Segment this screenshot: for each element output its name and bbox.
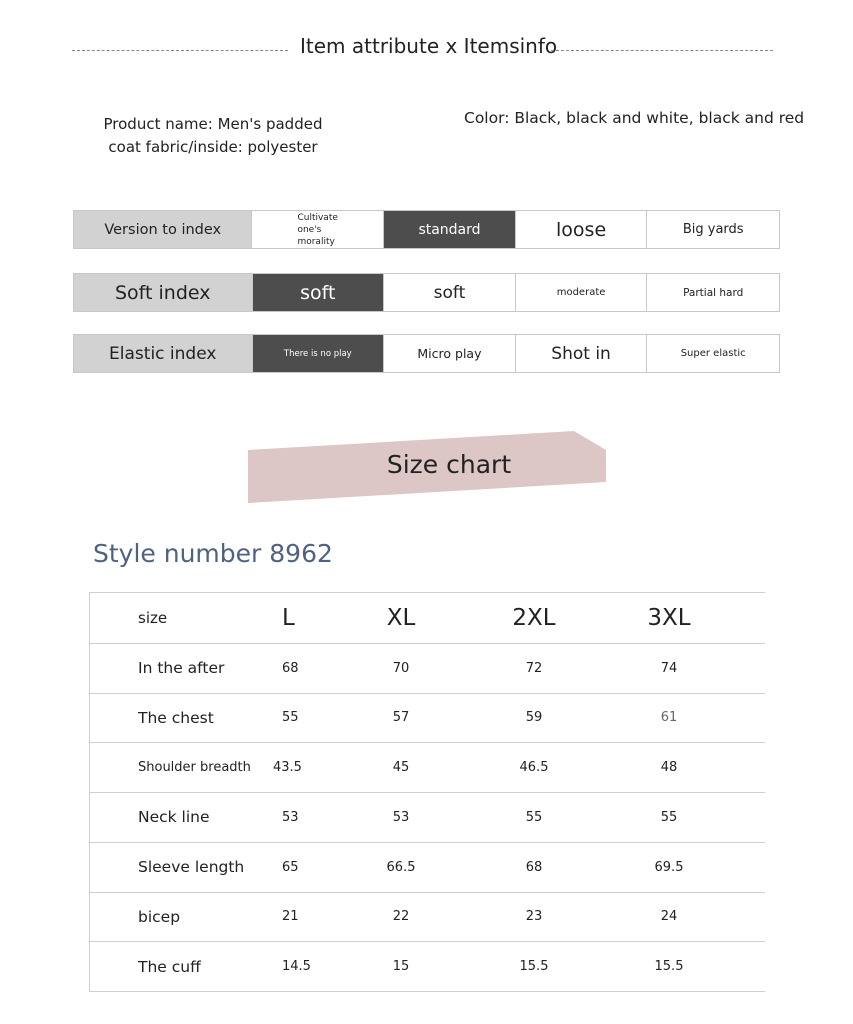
measurement-name: Sleeve length xyxy=(138,858,245,877)
index-option: moderate xyxy=(515,274,647,311)
header-divider-left xyxy=(72,50,288,51)
style-number: Style number 8962 xyxy=(93,539,333,568)
product-info xyxy=(100,113,326,159)
elastic-index-row xyxy=(73,334,780,373)
size-header: L xyxy=(282,604,295,631)
table-row xyxy=(90,643,765,693)
product-fabric: coat fabric/inside: polyester xyxy=(108,138,318,156)
table-cell: 14.5 xyxy=(282,959,311,975)
index-option: Super elastic xyxy=(646,335,779,372)
table-cell: 55 xyxy=(525,809,543,825)
size-chart-banner xyxy=(248,431,606,503)
table-cell: 24 xyxy=(660,909,678,925)
measurement-name: The chest xyxy=(138,708,214,727)
measurement-name: The cuff xyxy=(138,957,201,976)
size-table xyxy=(89,592,765,992)
table-cell: 65 xyxy=(282,859,299,875)
table-cell: 69.5 xyxy=(654,859,684,875)
index-option: Big yards xyxy=(646,211,779,248)
page-title: Item attribute x Itemsinfo xyxy=(300,34,558,58)
version-index-row xyxy=(73,210,780,249)
table-cell: 74 xyxy=(660,660,678,676)
table-cell: 53 xyxy=(282,809,299,825)
table-cell: 15.5 xyxy=(519,959,549,975)
measurement-name: bicep xyxy=(138,907,181,926)
index-label: Elastic index xyxy=(74,335,252,372)
header-divider-right xyxy=(551,50,773,51)
index-option: loose xyxy=(515,211,647,248)
measurement-name: Shoulder breadth xyxy=(138,760,251,776)
product-name: Product name: Men's padded xyxy=(103,115,323,133)
table-cell: 70 xyxy=(392,660,410,676)
index-label: Version to index xyxy=(74,211,251,248)
index-option-selected: standard xyxy=(383,211,515,248)
table-cell: 21 xyxy=(282,909,299,925)
measurement-name: Neck line xyxy=(138,808,210,827)
table-cell: 22 xyxy=(392,909,410,925)
index-label: Soft index xyxy=(74,274,252,311)
table-cell: 68 xyxy=(282,660,299,676)
table-row xyxy=(90,742,765,792)
table-cell: 53 xyxy=(392,809,410,825)
index-option xyxy=(251,211,383,248)
table-row xyxy=(90,892,765,942)
size-chart-title: Size chart xyxy=(386,450,512,479)
table-cell: 55 xyxy=(282,710,299,726)
table-row xyxy=(90,792,765,842)
table-cell: 45 xyxy=(392,760,410,776)
index-option-label: Cultivate one's morality xyxy=(297,212,338,247)
index-option: soft xyxy=(383,274,515,311)
table-header-label: size xyxy=(138,608,168,627)
index-option: Shot in xyxy=(515,335,647,372)
index-option-selected: soft xyxy=(252,274,384,311)
table-cell: 57 xyxy=(392,710,410,726)
table-cell: 15 xyxy=(392,959,410,975)
table-cell: 23 xyxy=(525,909,543,925)
table-cell: 55 xyxy=(660,809,678,825)
index-option-selected: There is no play xyxy=(252,335,384,372)
table-row xyxy=(90,693,765,743)
soft-index-row xyxy=(73,273,780,312)
table-cell: 68 xyxy=(525,859,543,875)
table-cell: 72 xyxy=(525,660,543,676)
table-cell: 15.5 xyxy=(654,959,684,975)
table-cell: 48 xyxy=(660,760,678,776)
color-info: Color: Black, black and white, black and red xyxy=(464,109,805,127)
table-row xyxy=(90,941,765,991)
size-header: 3XL xyxy=(647,604,691,631)
measurement-name: In the after xyxy=(138,659,225,678)
table-cell: 46.5 xyxy=(519,760,549,776)
size-header: 2XL xyxy=(512,604,556,631)
table-header-row xyxy=(90,593,765,643)
table-cell: 66.5 xyxy=(386,859,416,875)
size-header: XL xyxy=(386,604,416,631)
table-cell: 43.5 xyxy=(273,760,302,776)
table-cell: 61 xyxy=(660,710,678,726)
index-option: Partial hard xyxy=(646,274,779,311)
index-option: Micro play xyxy=(383,335,515,372)
table-cell: 59 xyxy=(525,710,543,726)
table-row xyxy=(90,842,765,892)
